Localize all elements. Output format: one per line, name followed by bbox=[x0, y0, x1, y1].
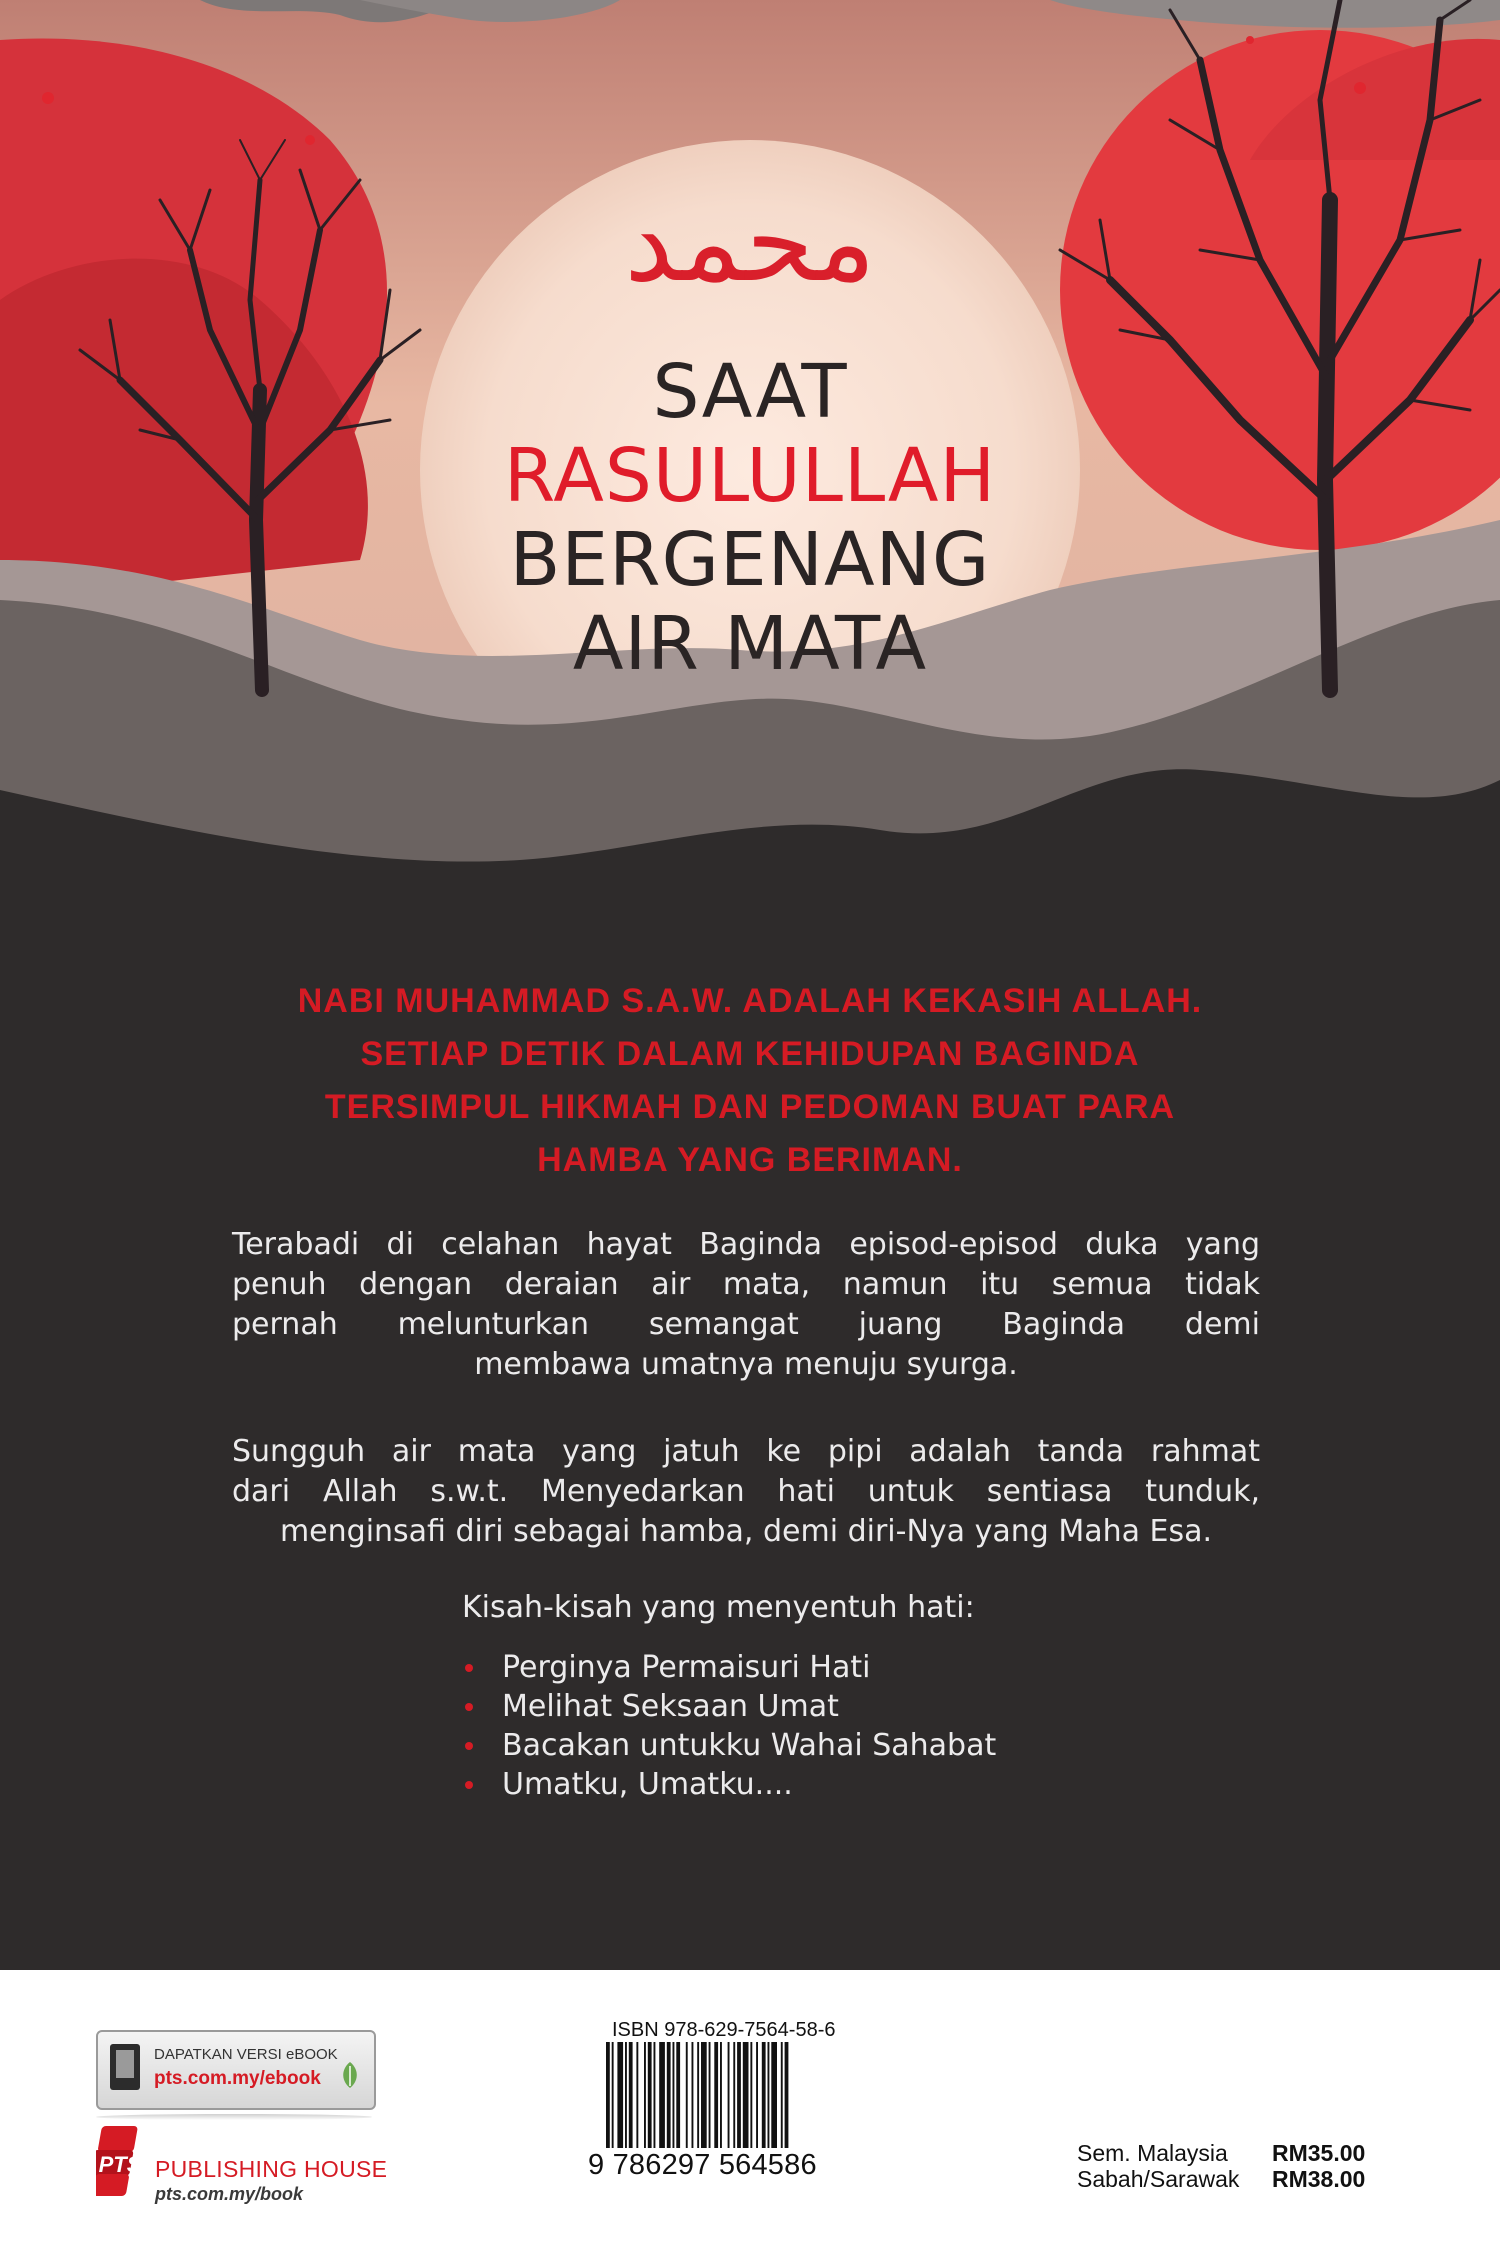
barcode-bar bbox=[771, 2042, 777, 2148]
story-list bbox=[462, 1648, 996, 1804]
barcode-bar bbox=[606, 2042, 610, 2148]
barcode-bar bbox=[692, 2042, 694, 2148]
lead-statement bbox=[250, 975, 1250, 1187]
barcode-bar bbox=[709, 2042, 711, 2148]
barcode-bar bbox=[648, 2042, 652, 2148]
barcode-bar bbox=[714, 2042, 718, 2148]
publisher-name: PUBLISHING HOUSE bbox=[155, 2156, 388, 2182]
barcode-bar bbox=[762, 2042, 766, 2148]
title-line-4: AIR MATA bbox=[572, 601, 928, 687]
bullet-icon bbox=[465, 1742, 473, 1750]
ebook-label: DAPATKAN VERSI eBOOK bbox=[154, 2046, 338, 2063]
lead-line: TERSIMPUL HIKMAH DAN PEDOMAN BUAT PARA bbox=[324, 1088, 1176, 1126]
list-item bbox=[462, 1687, 996, 1726]
pts-logo-icon bbox=[96, 2126, 148, 2198]
story-list-intro: Kisah-kisah yang menyentuh hati: bbox=[462, 1590, 975, 1625]
barcode-bar bbox=[750, 2042, 752, 2148]
tablet-icon bbox=[110, 2044, 140, 2090]
leaf-icon bbox=[338, 2060, 362, 2090]
title-line-3: BERGENANG bbox=[509, 517, 991, 603]
synopsis-paragraph-2 bbox=[232, 1432, 1260, 1552]
barcode-bar bbox=[768, 2042, 770, 2148]
barcode-bar bbox=[733, 2042, 735, 2148]
barcode-bar bbox=[654, 2042, 656, 2148]
barcode-bar bbox=[644, 2042, 646, 2148]
bullet-icon bbox=[465, 1664, 473, 1672]
paragraph-line: Sungguh air mata yang jatuh ke pipi adalah tanda rahmat bbox=[232, 1434, 1260, 1469]
story-title: Perginya Permaisuri Hati bbox=[502, 1650, 871, 1685]
title-line-1: SAAT bbox=[652, 349, 848, 435]
paragraph-line: membawa umatnya menuju syurga. bbox=[474, 1347, 1018, 1382]
ebook-link[interactable]: pts.com.my/ebook bbox=[154, 2068, 321, 2089]
lead-line: SETIAP DETIK DALAM KEHIDUPAN BAGINDA bbox=[360, 1035, 1140, 1073]
barcode-bar bbox=[659, 2042, 665, 2148]
price-row bbox=[1077, 2140, 1365, 2166]
isbn-barcode bbox=[604, 2042, 862, 2148]
barcode-bar bbox=[785, 2042, 789, 2148]
paragraph-line: dari Allah s.w.t. Menyedarkan hati untuk sentiasa tunduk, bbox=[232, 1474, 1260, 1509]
barcode-bar bbox=[697, 2042, 699, 2148]
price-value: RM35.00 bbox=[1272, 2140, 1366, 2166]
price-value: RM38.00 bbox=[1272, 2166, 1366, 2192]
barcode-bar bbox=[667, 2042, 671, 2148]
price-row bbox=[1077, 2166, 1365, 2192]
pts-logo-text: PTS bbox=[98, 2152, 142, 2177]
price-table bbox=[1077, 2140, 1365, 2192]
lead-line: HAMBA YANG BERIMAN. bbox=[537, 1141, 963, 1179]
barcode-bar bbox=[617, 2042, 623, 2148]
barcode-bar bbox=[701, 2042, 707, 2148]
list-item bbox=[462, 1765, 996, 1804]
price-region: Sabah/Sarawak bbox=[1077, 2166, 1240, 2192]
story-title: Bacakan untukku Wahai Sahabat bbox=[502, 1728, 997, 1763]
list-item bbox=[462, 1648, 996, 1687]
bullet-icon bbox=[465, 1781, 473, 1789]
barcode-bar bbox=[728, 2042, 730, 2148]
paragraph-line: Terabadi di celahan hayat Baginda episod-episod duka yang bbox=[232, 1227, 1260, 1262]
barcode-bar bbox=[629, 2042, 633, 2148]
barcode-bar bbox=[636, 2042, 638, 2148]
barcode-bar bbox=[676, 2042, 680, 2148]
barcode-bar bbox=[612, 2042, 614, 2148]
barcode-bar bbox=[625, 2042, 627, 2148]
barcode-bar bbox=[781, 2042, 783, 2148]
muhammad-calligraphy: محمد bbox=[624, 178, 876, 306]
barcode-bar bbox=[720, 2042, 722, 2148]
barcode-bar bbox=[743, 2042, 749, 2148]
paragraph-line: pernah melunturkan semangat juang Baginda demi bbox=[232, 1307, 1260, 1342]
barcode-bar bbox=[686, 2042, 688, 2148]
story-title: Umatku, Umatku.... bbox=[502, 1767, 793, 1802]
barcode-bar bbox=[737, 2042, 741, 2148]
paragraph-line: penuh dengan deraian air mata, namun itu semua tidak bbox=[232, 1267, 1260, 1302]
isbn-label: ISBN 978-629-7564-58-6 bbox=[612, 2019, 836, 2041]
lead-line: NABI MUHAMMAD S.A.W. ADALAH KEKASIH ALLAH. bbox=[297, 982, 1203, 1020]
title-line-2: RASULULLAH bbox=[503, 433, 997, 519]
paragraph-line: menginsafi diri sebagai hamba, demi diri-Nya yang Maha Esa. bbox=[279, 1514, 1213, 1549]
price-region: Sem. Malaysia bbox=[1077, 2140, 1228, 2166]
barcode-digits: 9 786297 564586 bbox=[588, 2149, 817, 2181]
story-title: Melihat Seksaan Umat bbox=[502, 1689, 839, 1724]
ebook-badge[interactable] bbox=[96, 2030, 376, 2110]
barcode-bar bbox=[673, 2042, 675, 2148]
bullet-icon bbox=[465, 1703, 473, 1711]
publisher-link[interactable]: pts.com.my/book bbox=[155, 2184, 304, 2204]
barcode-bar bbox=[756, 2042, 758, 2148]
synopsis-paragraph-1 bbox=[232, 1225, 1260, 1385]
list-item bbox=[462, 1726, 996, 1765]
book-title bbox=[300, 350, 1200, 686]
badge-shadow bbox=[96, 2114, 372, 2120]
